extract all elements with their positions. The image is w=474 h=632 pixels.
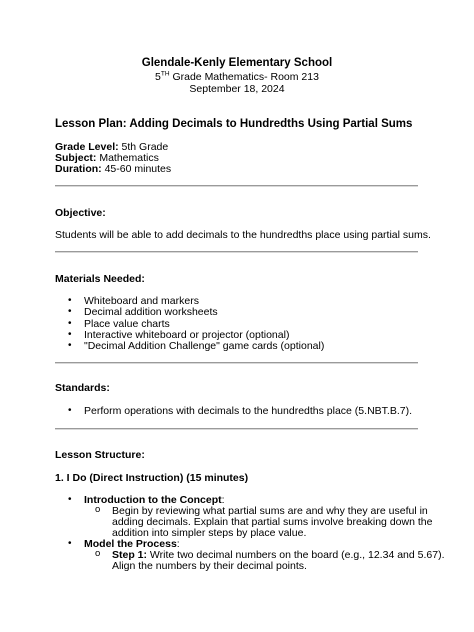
school-name: Glendale-Kenly Elementary School: [141, 57, 333, 69]
objective-heading: Objective:: [55, 207, 106, 219]
bullet-icon: •: [68, 306, 72, 317]
list-item: Perform operations with decimals to the hundredths place (5.NBT.B.7).: [84, 405, 412, 417]
bullet-icon: •: [68, 340, 72, 351]
bullet-icon: •: [68, 494, 72, 505]
model-process-label: Model the Process: [84, 538, 177, 550]
standards-heading: Standards:: [55, 382, 110, 394]
grade-room-line: [0, 71, 474, 83]
lesson-structure-heading: Lesson Structure:: [55, 449, 145, 461]
date-line: September 18, 2024: [189, 83, 285, 95]
model-process-colon: :: [176, 538, 180, 550]
intro-concept-colon: :: [221, 494, 225, 506]
bullet-icon: •: [68, 295, 72, 306]
subject-label: Subject:: [55, 152, 97, 164]
intro-text-line: adding decimals. Explain that partial sums involve breaking down the: [112, 516, 433, 528]
grade-level-label: Grade Level:: [55, 141, 119, 153]
divider: [55, 362, 418, 364]
grade-room-text: Grade Mathematics- Room 213: [169, 71, 319, 83]
materials-heading: Materials Needed:: [55, 273, 145, 285]
divider: [55, 185, 418, 187]
page-title: Lesson Plan: Adding Decimals to Hundredths Using Partial Sums: [55, 118, 413, 130]
bullet-icon: •: [68, 318, 72, 329]
bullet-icon: •: [68, 329, 72, 340]
step1-text: Write two decimal numbers on the board (e.g., 12.34 and 5.67).: [147, 549, 445, 561]
subject-value: Mathematics: [96, 152, 159, 164]
list-item: Place value charts: [84, 318, 170, 330]
grade-superscript: TH: [160, 70, 170, 78]
intro-text-line: addition into simpler steps by place value.: [112, 527, 307, 539]
hollow-bullet-icon: o: [95, 548, 101, 559]
bullet-icon: •: [68, 405, 72, 416]
section-heading: 1. I Do (Direct Instruction) (15 minutes): [55, 472, 249, 484]
hollow-bullet-icon: o: [95, 504, 101, 515]
step1-text-line: Align the numbers by their decimal points.: [112, 560, 307, 572]
divider: [55, 251, 418, 253]
intro-text-line: Begin by reviewing what partial sums are and why they are useful in: [112, 505, 428, 517]
duration-line: [55, 163, 171, 175]
intro-concept-label: Introduction to the Concept: [84, 494, 222, 506]
objective-text: Students will be able to add decimals to the hundredths place using partial sums.: [55, 229, 431, 241]
bullet-icon: •: [68, 538, 72, 549]
duration-value: 45-60 minutes: [101, 163, 172, 175]
list-item: Whiteboard and markers: [84, 295, 199, 307]
grade-level-value: 5th Grade: [118, 141, 169, 153]
duration-label: Duration:: [55, 163, 102, 175]
list-item: Interactive whiteboard or projector (optional): [84, 329, 290, 341]
grade-number: 5: [155, 71, 161, 83]
list-item: Decimal addition worksheets: [84, 306, 218, 318]
list-item: "Decimal Addition Challenge" game cards (optional): [84, 340, 325, 352]
step1-label: Step 1:: [112, 549, 148, 561]
divider: [55, 428, 418, 430]
